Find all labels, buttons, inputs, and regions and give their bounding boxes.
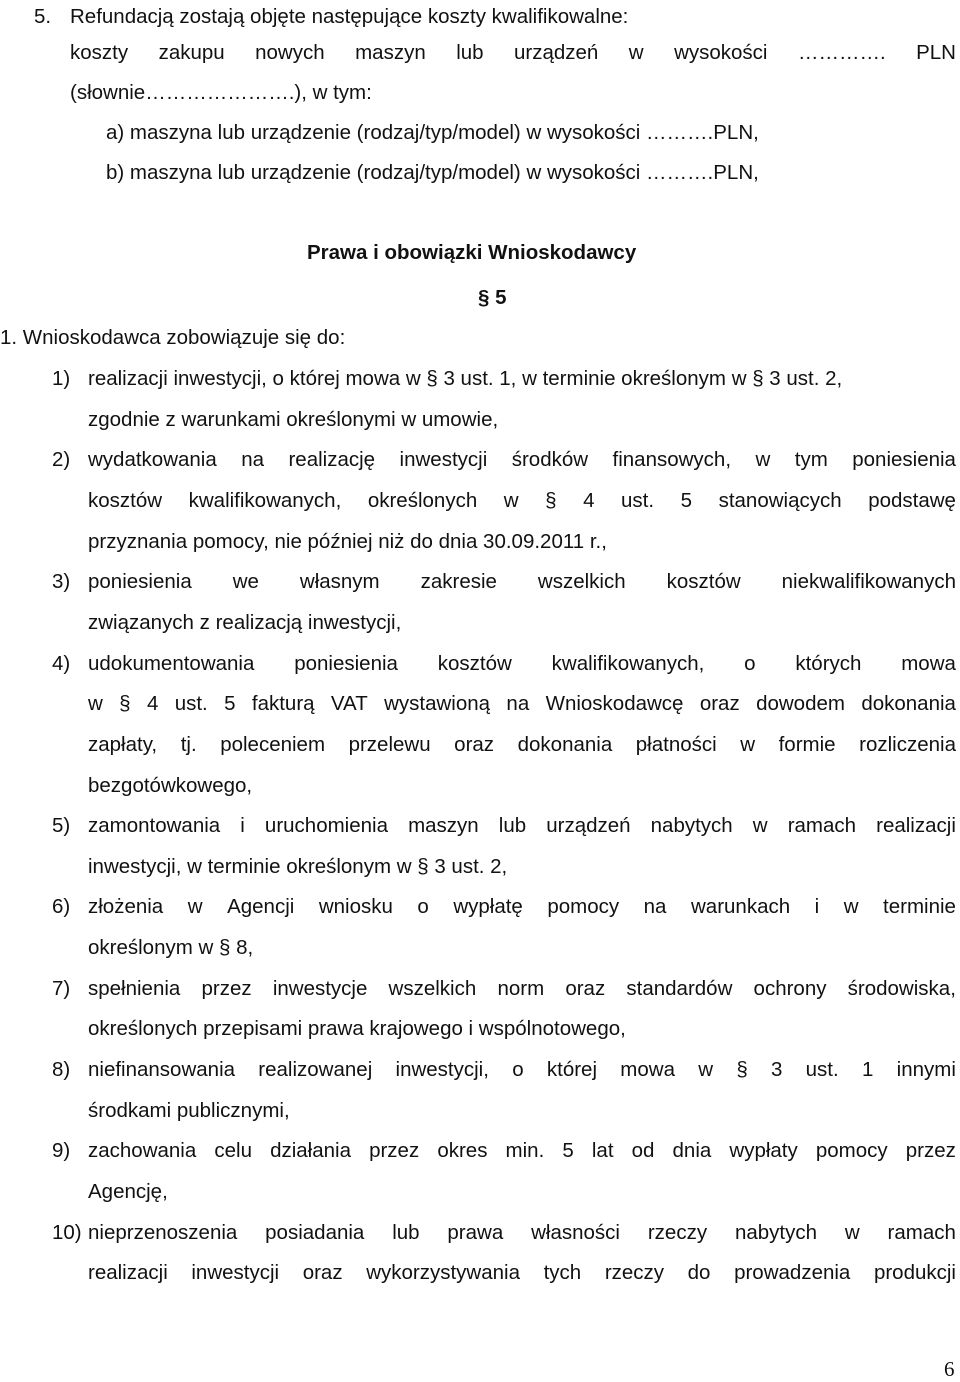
line-word: na (506, 692, 530, 715)
line-word: spełnienia (88, 977, 181, 1000)
line-word: złożenia (88, 895, 164, 918)
line-word: płatności (635, 733, 717, 756)
line-word: dokonania (517, 733, 613, 756)
cost-line-word: maszyn (355, 41, 426, 64)
line-word: kosztów (437, 652, 512, 675)
list-item-line: zgodnie z warunkami określonymi w umowie, (88, 408, 499, 431)
line-word: poniesienia (294, 652, 398, 675)
section-paragraph-number: § 5 (478, 286, 507, 309)
line-word: wszelkich (537, 570, 626, 593)
list-item-line: określonych przepisami prawa krajowego i wspólnotowego, (88, 1017, 626, 1040)
line-word: do (687, 1261, 711, 1284)
line-word: formie (778, 733, 836, 756)
line-word: wystawioną (384, 692, 491, 715)
line-word: w (740, 733, 756, 756)
line-word: tym (794, 448, 828, 471)
line-word: dokonania (861, 692, 956, 715)
line-word: oraz (302, 1261, 343, 1284)
list-item-line: Agencję, (88, 1180, 168, 1203)
line-word: kosztów (88, 489, 163, 512)
line-word: 5 (224, 692, 236, 715)
line-word: zamontowania (88, 814, 221, 837)
line-word: o (512, 1058, 524, 1081)
line-word: przez (369, 1139, 420, 1162)
line-word: wszelkich (388, 977, 477, 1000)
line-word: Agencji (227, 895, 295, 918)
line-word: własnym (299, 570, 380, 593)
cost-line-word: koszty (70, 41, 129, 64)
line-word: podstawę (868, 489, 956, 512)
line-word: oraz (565, 977, 606, 1000)
line-word: i (240, 814, 245, 837)
line-word: lub (498, 814, 527, 837)
line-word: inwestycji (191, 1261, 280, 1284)
line-word: niekwalifikowanych (781, 570, 956, 593)
line-word: wypłaty (729, 1139, 798, 1162)
line-word: norm (497, 977, 545, 1000)
line-word: § (119, 692, 131, 715)
line-word: tj. (180, 733, 197, 756)
list-item-number: 9) (52, 1139, 71, 1162)
line-word: nieprzenoszenia (88, 1221, 238, 1244)
line-word: terminie (883, 895, 956, 918)
line-word: rzeczy (647, 1221, 708, 1244)
line-word: 5 (680, 489, 693, 512)
line-word: na (241, 448, 265, 471)
line-word: zakresie (420, 570, 497, 593)
cost-line-word: …………. (797, 41, 886, 64)
cost-line-word: wysokości (674, 41, 768, 64)
line-word: środków (511, 448, 589, 471)
line-word: tych (543, 1261, 582, 1284)
line-word: w (698, 1058, 714, 1081)
line-word: ochrony (753, 977, 827, 1000)
cost-line-word: zakupu (158, 41, 225, 64)
line-word: realizacji (88, 1261, 168, 1284)
line-word: w (755, 448, 771, 471)
list-item-line (88, 651, 956, 677)
list-item-line (88, 976, 956, 1002)
list-item-number: 5) (52, 814, 71, 837)
line-word: o (417, 895, 429, 918)
line-word: posiadania (265, 1221, 365, 1244)
list-item-line: środkami publicznymi, (88, 1099, 290, 1122)
cost-line-word: nowych (255, 41, 325, 64)
cost-line-word: PLN (916, 41, 956, 64)
line-word: produkcji (873, 1261, 956, 1284)
line-word: niefinansowania (88, 1058, 236, 1081)
line-word: lat (591, 1139, 614, 1162)
line-word: 5 (562, 1139, 574, 1162)
list-item-line (88, 1220, 956, 1246)
line-word: zachowania (88, 1139, 197, 1162)
line-word: warunkach (690, 895, 791, 918)
list-item-line: realizacji inwestycji, o której mowa w § 3 ust. 1, w terminie określonym w § 3 ust. 2, (88, 367, 843, 390)
line-word: mowa (901, 652, 956, 675)
line-word: poleceniem (220, 733, 326, 756)
line-word: pomocy (547, 895, 620, 918)
line-word: realizowanej (258, 1058, 373, 1081)
list-item-number: 7) (52, 977, 71, 1000)
item-5-heading: Refundacją zostają objęte następujące koszty kwalifikowalne: (70, 5, 629, 28)
item-5-words-line: (słownie………………….), w tym: (70, 81, 372, 104)
line-word: wypłatę (453, 895, 523, 918)
line-word: ramach (787, 814, 857, 837)
line-word: 4 (146, 692, 159, 715)
line-word: nabytych (734, 1221, 817, 1244)
line-word: udokumentowania (88, 652, 255, 675)
line-word: pomocy (815, 1139, 888, 1162)
line-word: lub (392, 1221, 420, 1244)
line-word: fakturą (251, 692, 315, 715)
line-word: w (503, 489, 519, 512)
line-word: w (187, 895, 203, 918)
line-word: ust. (174, 692, 208, 715)
list-item-number: 2) (52, 448, 71, 471)
list-item-line (88, 894, 956, 920)
line-word: na (643, 895, 667, 918)
line-word: kwalifikowanych, (188, 489, 342, 512)
list-item-line (88, 1057, 956, 1083)
list-item-line: określonym w § 8, (88, 936, 254, 959)
list-item-line (88, 488, 956, 514)
clause-1-intro: 1. Wnioskodawca zobowiązuje się do: (0, 326, 346, 349)
list-item-number: 3) (52, 570, 71, 593)
line-word: nabytych (650, 814, 733, 837)
line-word: celu (214, 1139, 252, 1162)
line-word: wydatkowania (88, 448, 217, 471)
line-word: wniosku (318, 895, 393, 918)
line-word: zapłaty, (88, 733, 158, 756)
item-5-number: 5. (34, 5, 52, 28)
line-word: inwestycji (399, 448, 488, 471)
line-word: której (546, 1058, 598, 1081)
item-5-machine-a: a) maszyna lub urządzenie (rodzaj/typ/model) w wysokości ……….PLN, (106, 121, 759, 144)
list-item-number: 10) (52, 1221, 82, 1244)
list-item-line (88, 813, 956, 839)
line-word: 4 (583, 489, 595, 512)
line-word: stanowiących (718, 489, 842, 512)
line-word: urządzeń (546, 814, 631, 837)
line-word: w (843, 895, 859, 918)
line-word: własności (531, 1221, 620, 1244)
list-item-line (88, 1138, 956, 1164)
line-word: standardów (626, 977, 733, 1000)
line-word: ramach (887, 1221, 956, 1244)
line-word: prawa (447, 1221, 504, 1244)
list-item-number: 4) (52, 652, 71, 675)
line-word: dowodem (756, 692, 845, 715)
line-word: mowa (620, 1058, 675, 1081)
line-word: rozliczenia (859, 733, 956, 756)
line-word: § (545, 489, 557, 512)
line-word: inwestycje (272, 977, 368, 1000)
line-word: rzeczy (604, 1261, 665, 1284)
line-word: finansowych, (612, 448, 732, 471)
list-item-line (88, 447, 956, 473)
line-word: wykorzystywania (366, 1261, 520, 1284)
line-word: realizację (288, 448, 376, 471)
line-word: poniesienia (88, 570, 192, 593)
line-word: oraz (699, 692, 740, 715)
list-item-number: 1) (52, 367, 71, 390)
line-word: 3 (770, 1058, 783, 1081)
line-word: kosztów (666, 570, 741, 593)
line-word: środowiska, (847, 977, 956, 1000)
line-word: innymi (896, 1058, 956, 1081)
line-word: dnia (672, 1139, 712, 1162)
line-word: w (752, 814, 768, 837)
line-word: we (232, 570, 259, 593)
line-word: określonych (367, 489, 478, 512)
list-item-line: inwestycji, w terminie określonym w § 3 ust. 2, (88, 855, 508, 878)
line-word: VAT (330, 692, 368, 715)
line-word: w (88, 692, 103, 715)
list-item-line: związanych z realizacją inwestycji, (88, 611, 402, 634)
cost-line-word: w (628, 41, 644, 64)
list-item-line: przyznania pomocy, nie później niż do dnia 30.09.2011 r., (88, 530, 607, 553)
list-item-line (88, 569, 956, 595)
line-word: maszyn (408, 814, 479, 837)
item-5-machine-b: b) maszyna lub urządzenie (rodzaj/typ/model) w wysokości ……….PLN, (106, 161, 759, 184)
page-number: 6 (944, 1357, 955, 1381)
line-word: działania (270, 1139, 351, 1162)
list-item-line (88, 732, 956, 758)
list-item-number: 8) (52, 1058, 71, 1081)
item-5-cost-line (70, 40, 956, 66)
line-word: o (744, 652, 756, 675)
line-word: przelewu (348, 733, 431, 756)
list-item-line: bezgotówkowego, (88, 774, 253, 797)
line-word: ust. (621, 489, 655, 512)
line-word: w (844, 1221, 860, 1244)
line-word: prowadzenia (734, 1261, 851, 1284)
line-word: których (795, 652, 862, 675)
line-word: oraz (454, 733, 495, 756)
line-word: 1 (861, 1058, 874, 1081)
line-word: § (736, 1058, 748, 1081)
line-word: przez (201, 977, 252, 1000)
line-word: przez (905, 1139, 956, 1162)
line-word: inwestycji, (395, 1058, 489, 1081)
line-word: realizacji (876, 814, 956, 837)
line-word: i (814, 895, 820, 918)
cost-line-word: lub (456, 41, 484, 64)
list-item-line (88, 691, 956, 717)
list-item-line (88, 1260, 956, 1286)
line-word: okres (437, 1139, 488, 1162)
list-item-number: 6) (52, 895, 71, 918)
line-word: kwalifikowanych, (551, 652, 705, 675)
section-title: Prawa i obowiązki Wnioskodawcy (307, 241, 637, 264)
line-word: Wnioskodawcę (545, 692, 684, 715)
line-word: uruchomienia (264, 814, 388, 837)
line-word: poniesienia (852, 448, 956, 471)
line-word: min. (505, 1139, 545, 1162)
line-word: ust. (805, 1058, 839, 1081)
cost-line-word: urządzeń (514, 41, 599, 64)
line-word: od (631, 1139, 655, 1162)
